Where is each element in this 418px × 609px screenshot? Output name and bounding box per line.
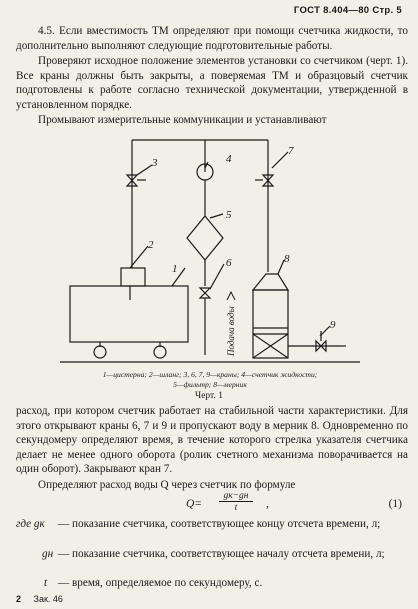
tank [70,286,188,342]
page-footer [16,594,63,604]
figure-caption: Черт. 1 [195,391,223,401]
label-8: 8 [284,253,290,265]
water-supply-label: Подача воды [226,306,236,356]
formula-lhs: Q= [186,498,203,510]
definition-term: gн [42,548,54,560]
label-7: 7 [288,145,294,157]
definition-gn [16,547,408,577]
definition-t [16,576,408,591]
label-9: 9 [330,319,336,331]
measuring-tank [253,290,288,358]
filter [187,216,223,260]
formula-numerator: gк−gн [219,491,252,502]
measuring-tank-top [253,274,288,290]
legend-line-1: 1—цистерна; 2—шланг; 3, 6, 7, 9—краны; 4—счетчик жидкости; [102,370,318,379]
formula-denominator: t [234,503,238,513]
definition-term: где gк [16,518,45,530]
formula-comma: , [266,498,269,510]
valve-6 [200,288,210,298]
hose-connector [121,268,145,286]
label-4: 4 [226,153,232,165]
label-5: 5 [226,209,232,221]
legend-line-2: 5—фильтр; 8—мерник [173,379,247,389]
order-number: Зак. 46 [33,594,63,604]
formula-fraction [206,491,266,513]
paragraph-flow-rate: расход, при котором счетчик работает на стабильной части характеристики. Для этого открывают краны 6, 7 и 9 и пропускают воду в мерник 8. Одновременно по секундомеру определяют время, в течение которого стрелка указателя счетчика делает не менее одного оборота (ролик счетного механизма поворачивается на один оборот). Закрывают кран 7. [16,405,408,476]
definition-term: t [44,577,48,589]
paragraph-4-5: 4.5. Если вместимость ТМ определяют при помощи счетчика жидкости, то дополнительно выполняют следующие подготовительные работы. [16,25,408,52]
wheel-left [94,346,106,358]
paragraph-determine-flow: Определяют расход воды Q через счетчик по формуле [38,479,296,491]
paragraph-flush: Промывают измерительные коммуникации и устанавливают [38,114,327,126]
formula-1 [16,492,408,518]
page-number: 2 [16,594,22,604]
label-2: 2 [148,239,154,251]
page-header: ГОСТ 8.404—80 Стр. 5 [293,5,402,16]
definition-text: — показание счетчика, соответствующее началу отсчета времени, л; [58,548,385,560]
formula-number: (1) [388,498,402,510]
definition-text: — показание счетчика, соответствующее концу отсчета времени, л; [58,518,381,530]
legend [60,370,360,389]
definition-gk [16,517,408,547]
definition-text: — время, определяемое по секундомеру, с. [58,577,263,589]
label-1: 1 [172,263,178,275]
label-6: 6 [226,257,232,269]
wheel-right [154,346,166,358]
label-3: 3 [152,157,158,169]
paragraph-check-position: Проверяют исходное положение элементов установки со счетчиком (черт. 1). Все краны должны быть закрыты, а поверяемая ТМ и образцовый счетчик подготовлены к работе согласно технической документации, утвержденной в установленном порядке. [16,55,408,111]
